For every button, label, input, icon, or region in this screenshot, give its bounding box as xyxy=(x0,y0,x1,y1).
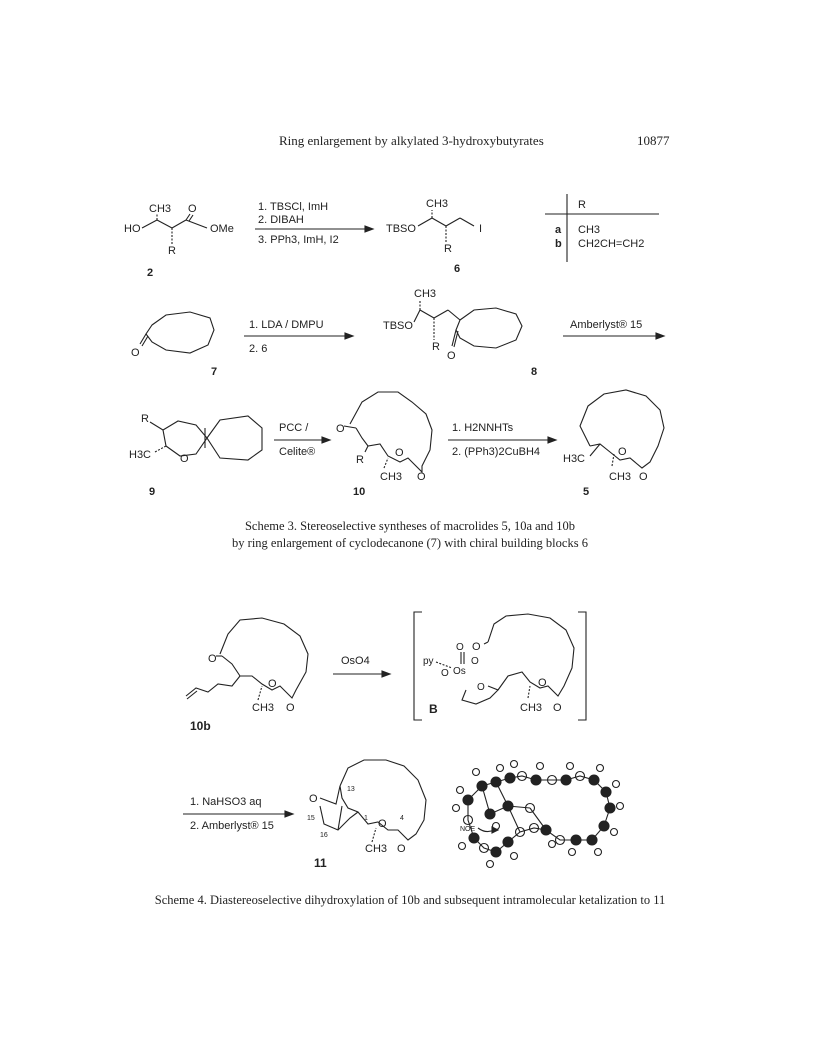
intermediate-b xyxy=(414,612,586,720)
cpd10-o-keto-label: O xyxy=(336,423,345,435)
table-value-b: CH2CH=CH2 xyxy=(578,238,645,250)
scheme4-step2-line1: 1. NaHSO3 aq xyxy=(190,796,262,808)
scheme4-step2 xyxy=(183,796,293,832)
step2-line2: 2. 6 xyxy=(249,343,268,355)
oso4-reagent: OsO4 xyxy=(341,655,370,667)
noe-label: NOE xyxy=(460,826,476,833)
cpd11-locant-15: 15 xyxy=(307,815,315,822)
cpd11-o-ring-label: O xyxy=(378,818,387,830)
intermediate-b-label: B xyxy=(429,702,438,716)
cpd10b-o-ester-label: O xyxy=(286,702,295,714)
step1-line1: 1. TBSCl, ImH xyxy=(258,201,329,213)
cpd11-locant-13: 13 xyxy=(347,786,355,793)
step1-line3: 3. PPh3, ImH, I2 xyxy=(258,234,339,246)
cpd9-r-label: R xyxy=(141,413,149,425)
compound-6-number: 6 xyxy=(454,263,461,275)
cpd6-i-label: I xyxy=(479,223,483,235)
step1-line2: 2. DIBAH xyxy=(258,214,304,226)
table-value-a: CH3 xyxy=(578,224,601,236)
compound-9-number: 9 xyxy=(149,486,156,498)
page-number: 10877 xyxy=(637,133,670,148)
cpd10-o-ester-label: O xyxy=(417,471,426,483)
compound-7-number: 7 xyxy=(211,366,218,378)
cpd11-ch3-label: CH3 xyxy=(365,843,388,855)
cpd2-ch3-label: CH3 xyxy=(149,203,172,215)
cpd9-o-label: O xyxy=(180,453,189,465)
table-header-r: R xyxy=(578,199,586,211)
cpd11-o-bridge-label: O xyxy=(309,793,318,805)
cpd2-ho-label: HO xyxy=(124,223,141,235)
cpd6-ch3-label: CH3 xyxy=(426,198,449,210)
b-o-ester-label: O xyxy=(553,702,562,714)
compound-11-number: 11 xyxy=(314,856,327,870)
b-ch3-label: CH3 xyxy=(520,702,543,714)
cpd5-o-ester-label: O xyxy=(639,471,648,483)
cpd2-o-label: O xyxy=(188,203,197,215)
compound-10-number: 10 xyxy=(353,486,366,498)
compound-10b-number: 10b xyxy=(190,719,211,733)
table-key-b: b xyxy=(555,238,562,250)
cpd10-r-label: R xyxy=(356,454,364,466)
cpd6-tbso-label: TBSO xyxy=(386,223,416,235)
step4-line2: Celite® xyxy=(279,446,316,458)
cpd5-ch3-label: CH3 xyxy=(609,471,632,483)
b-os-label: Os xyxy=(453,666,466,677)
compound-5-number: 5 xyxy=(583,486,590,498)
b-py-label: py xyxy=(423,656,434,667)
cpd10b-ch3-label: CH3 xyxy=(252,702,275,714)
compound-2-number: 2 xyxy=(147,267,154,279)
scheme-3-caption-line2: by ring enlargement of cyclodecanone (7) with chiral building blocks 6 xyxy=(232,536,588,550)
step5-line1: 1. H2NNHTs xyxy=(452,422,514,434)
cpd8-tbso-label: TBSO xyxy=(383,320,413,332)
b-o3-label: O xyxy=(471,656,479,667)
cpd11-locant-1: 1 xyxy=(364,815,368,822)
b-o-keto-label: O xyxy=(472,641,481,653)
cpd2-r-label: R xyxy=(168,245,176,257)
compound-11 xyxy=(307,760,426,870)
table-key-a: a xyxy=(555,224,562,236)
cpd5-o-ring-label: O xyxy=(618,446,627,458)
running-head: Ring enlargement by alkylated 3-hydroxybutyrates xyxy=(279,133,544,148)
b-o4-label: O xyxy=(477,682,485,693)
cpd6-r-label: R xyxy=(444,243,452,255)
step3-reagent: Amberlyst® 15 xyxy=(570,319,643,331)
scheme4-step1 xyxy=(333,655,390,677)
scheme-4-caption: Scheme 4. Diastereoselective dihydroxylation of 10b and subsequent intramolecular ketalization to 11 xyxy=(154,893,666,907)
crystal-structure-model xyxy=(453,761,624,868)
cpd10b-o-ring-label: O xyxy=(268,678,277,690)
cpd10-o-ring-label: O xyxy=(395,447,404,459)
step2-line1: 1. LDA / DMPU xyxy=(249,319,324,331)
compound-10b xyxy=(186,618,308,733)
cpd8-r-label: R xyxy=(432,341,440,353)
b-o-ring-label: O xyxy=(538,677,547,689)
cpd5-h3c-label: H3C xyxy=(563,453,586,465)
cpd8-ch3-label: CH3 xyxy=(414,288,437,300)
cpd8-o-label: O xyxy=(447,350,456,362)
scheme-3-caption-line1: Scheme 3. Stereoselective syntheses of macrolides 5, 10a and 10b xyxy=(244,519,576,533)
b-o1-label: O xyxy=(456,642,464,653)
cpd10b-o-keto-label: O xyxy=(208,653,217,665)
b-o2-label: O xyxy=(441,668,449,679)
cpd11-locant-16: 16 xyxy=(320,832,328,839)
scheme4-step2-line2: 2. Amberlyst® 15 xyxy=(190,820,274,832)
step5-line2: 2. (PPh3)2CuBH4 xyxy=(452,446,541,458)
cpd2-ome-label: OMe xyxy=(210,223,234,235)
compound-8-number: 8 xyxy=(531,366,538,378)
cpd11-locant-4: 4 xyxy=(400,815,404,822)
cpd9-h3c-label: H3C xyxy=(129,449,152,461)
cpd10-ch3-label: CH3 xyxy=(380,471,403,483)
step4-line1: PCC / xyxy=(279,422,309,434)
cpd7-o-label: O xyxy=(131,347,140,359)
cpd11-o-ester-label: O xyxy=(397,843,406,855)
